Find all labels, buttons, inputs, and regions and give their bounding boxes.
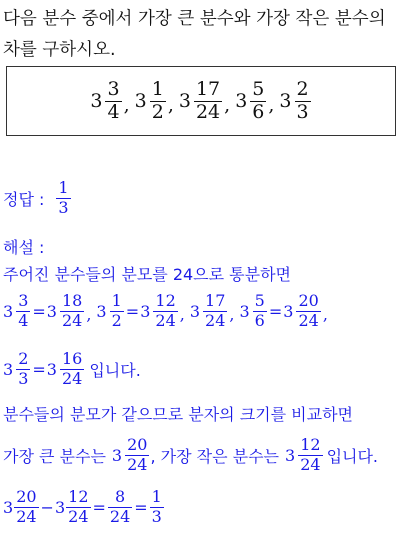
- answer-fraction: $\frac{1}{3}$: [58, 178, 69, 217]
- explanation-title: 해설 :: [3, 238, 45, 257]
- given-fraction-5: 3 $\frac{2}{3}$: [279, 77, 309, 123]
- smallest-fraction: 3 $\frac{12}{24}$: [285, 435, 321, 474]
- conversion-4: 3 $\frac{5}{6}$ = 3 $\frac{20}{24}$: [239, 291, 319, 330]
- largest-fraction: 3 $\frac{20}{24}$: [111, 435, 148, 474]
- conversion-5: 3 $\frac{2}{3}$ = 3 $\frac{16}{24}$: [3, 349, 83, 388]
- given-fractions: 3 $\frac{3}{4}$ , 3 $\frac{1}{2}$ , 3 $\frac{17}{24}$ , 3 $\frac{5}{6}$ , 3 $\frac{2}{3}$: [90, 80, 311, 123]
- conversion-2: 3 $\frac{1}{2}$ = 3 $\frac{12}{24}$: [96, 291, 176, 330]
- question-text: 다음 분수 중에서 가장 큰 분수와 가장 작은 분수의 차를 구하시오.: [3, 9, 386, 60]
- given-fraction-2: 3 $\frac{1}{2}$: [134, 77, 164, 123]
- answer-label: 정답 :: [3, 189, 45, 209]
- explanation-line-1: 주어진 분수들의 분모를 24으로 통분하면: [3, 265, 291, 284]
- conversion-row-1: 3 $\frac{3}{4}$ = 3 $\frac{18}{24}$ , 3 $\frac{1}{2}$ = 3 $\frac{12}{24}$ , 3 $\frac{17}{24}$ , 3 $\frac{5}{6}$ = 3 $\frac{20}{24}$ ,: [3, 291, 328, 330]
- explanation-line-3: 가장 큰 분수는 3 $\frac{20}{24}$ , 가장 작은 분수는 3 $\frac{12}{24}$ 입니다.: [3, 435, 379, 474]
- given-fraction-4: 3 $\frac{5}{6}$: [235, 77, 265, 123]
- given-fractions-box: [6, 66, 396, 136]
- explanation-line-2: 분수들의 분모가 같으므로 분자의 크기를 비교하면: [3, 405, 354, 424]
- given-fraction-1: 3 $\frac{3}{4}$: [90, 77, 120, 123]
- conversion-row-2: 3 $\frac{2}{3}$ = 3 $\frac{16}{24}$ 입니다.: [3, 349, 141, 388]
- conversion-3: 3 $\frac{17}{24}$: [189, 291, 226, 330]
- answer-line: [3, 180, 72, 217]
- given-fraction-3: 3 $\frac{17}{24}$: [178, 77, 221, 123]
- conversion-1: 3 $\frac{3}{4}$ = 3 $\frac{18}{24}$: [3, 291, 83, 330]
- final-equation: 3 $\frac{20}{24}$ − 3 $\frac{12}{24}$ = $\frac{8}{24}$ = $\frac{1}{3}$: [3, 487, 162, 526]
